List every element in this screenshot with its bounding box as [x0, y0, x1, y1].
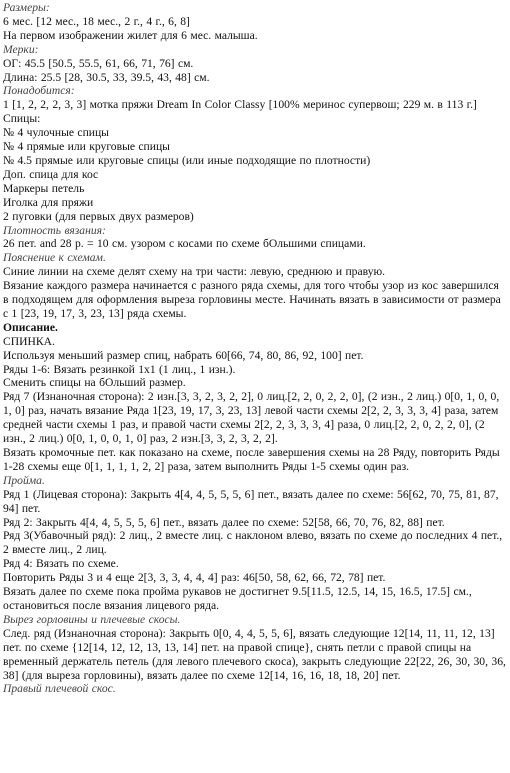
section-heading: Правый плечевой скос.: [3, 682, 116, 696]
text-line: ОГ: 45.5 [50.5, 55.5, 61, 66, 71, 76] см.: [3, 56, 194, 70]
text-line: Иголка для пряжи: [3, 195, 94, 209]
section-heading: Понадобится:: [3, 84, 75, 98]
text-line: Маркеры петель: [3, 181, 85, 195]
section-heading: Вырез горловины и плечевые скосы.: [3, 612, 181, 626]
text-line: № 4.5 прямые или круговые спицы (или иные подходящие по плотности): [3, 153, 371, 167]
section-heading: Мерки:: [3, 42, 39, 56]
text-line: 2 пуговки (для первых двух размеров): [3, 209, 194, 223]
text-line: Синие линии на схеме делят схему на три части: левую, среднюю и правую.: [3, 265, 386, 279]
bold-heading: Описание.: [3, 320, 58, 334]
text-line: Вязать далее по схеме пока пройма рукавов не достигнет 9.5[11.5, 12.5, 14, 15, 16.5, 17.5] см., остановиться после вязания лицевого ряда.: [3, 585, 472, 612]
text-line: Сменить спицы на бОльший размер.: [3, 376, 186, 390]
text-line: На первом изображении жилет для 6 мес. малыша.: [3, 28, 258, 42]
text-line: Ряд 3(Убавочный ряд): 2 лиц., 2 вместе лиц. с наклоном влево, вязать по схеме до последних 4 пет., 2 вместе лиц., 2 лиц.: [3, 529, 503, 557]
section-heading: Пройма.: [3, 473, 45, 487]
text-line: Длина: 25.5 [28, 30.5, 33, 39.5, 43, 48] см.: [3, 70, 210, 84]
text-line: Доп. спица для кос: [3, 167, 99, 181]
text-line: След. ряд (Изнаночная сторона): Закрыть 0[0, 4, 4, 5, 5, 6], вязать следующие 12[14, 11, 11, 12, 13] пет. по схеме {12[14, 12, 12, 13, 13, 14] пет. на правой спице}, снять петли с правой спицы на временный держатель петель (для левого плечевого скоса), закрыть следующие 22[22, 26, 30, 30, 36, 38] (для выреза горловины), вязать далее по схеме 12[14, 16, 16, 18, 18, 20] пет.: [3, 626, 506, 682]
text-line: Вязание каждого размера начинается с разного ряда схемы, для того чтобы узор из кос завершился в подходящем для оформления выреза горловины месте. Начинать вязать в зависимости от размера с 1 [23, 19, 17, 3, 23, 13] ряда схемы.: [3, 279, 501, 320]
text-line: 6 мес. [12 мес., 18 мес., 2 г., 4 г., 6, 8]: [3, 14, 190, 28]
text-line: Ряды 1-6: Вязать резинкой 1х1 (1 лиц., 1 изн.).: [3, 362, 236, 376]
text-line: Ряд 2: Закрыть 4[4, 4, 5, 5, 5, 6] пет., вязать далее по схеме: 52[58, 66, 70, 76, 82, 88] пет.: [3, 515, 445, 529]
text-line: Вязать кромочные пет. как показано на схеме, после завершения схемы на 28 Ряду, повторить Ряды 1-28 схемы еще 0[1, 1, 1, 1, 2, 2] раза, затем выполнить Ряды 1-5 схемы один раз.: [3, 446, 500, 473]
text-line: № 4 чулочные спицы: [3, 126, 109, 140]
section-heading: Пояснение к схемам.: [3, 251, 106, 265]
section-heading: Плотность вязания:: [3, 223, 106, 237]
text-line: Используя меньший размер спиц, набрать 60[66, 74, 80, 86, 92, 100] пет.: [3, 348, 364, 362]
text-line: СПИНКА.: [3, 334, 55, 348]
text-line: Спицы:: [3, 112, 41, 126]
text-line: Ряд 7 (Изнаночная сторона): 2 изн.[3, 3, 2, 3, 2, 2], 0 лиц.[2, 2, 0, 2, 2, 0], (2 изн., 2 лиц.) 0[0, 1, 0, 0, 1, 0] раз, начать вязание Ряда 1[23, 19, 17, 3, 23, 13] левой части схемы 2[2, 2, 3, 3, 3, 4] раза, затем средней части схемы 1 раз, и правой части схемы 2[2, 2, 3, 3, 3, 4] раза, 0 лиц.[2, 2, 0, 2, 2, 0], (2 изн., 2 лиц.) 0[0, 1, 0, 0, 1, 0] раз, 2 изн.[3, 3, 2, 3, 2, 2].: [3, 390, 500, 446]
text-line: Повторить Ряды 3 и 4 еще 2[3, 3, 3, 4, 4, 4] раз: 46[50, 58, 62, 66, 72, 78] пет.: [3, 571, 386, 585]
text-line: Ряд 1 (Лицевая сторона): Закрыть 4[4, 4, 5, 5, 5, 6] пет., вязать далее по схеме: 56[62, 70, 75, 81, 87, 94] пет.: [3, 487, 499, 515]
section-heading: Размеры:: [3, 1, 50, 14]
text-line: № 4 прямые или круговые спицы: [3, 140, 170, 154]
text-line: 26 пет. and 28 р. = 10 см. узором с косами по схеме бОльшими спицами.: [3, 237, 366, 251]
text-line: Ряд 4: Вязать по схеме.: [3, 557, 119, 571]
text-line: 1 [1, 2, 2, 2, 3, 3] мотка пряжи Dream In Color Classy [100% меринос супервош; 229 м. в 113 г.]: [3, 98, 477, 112]
